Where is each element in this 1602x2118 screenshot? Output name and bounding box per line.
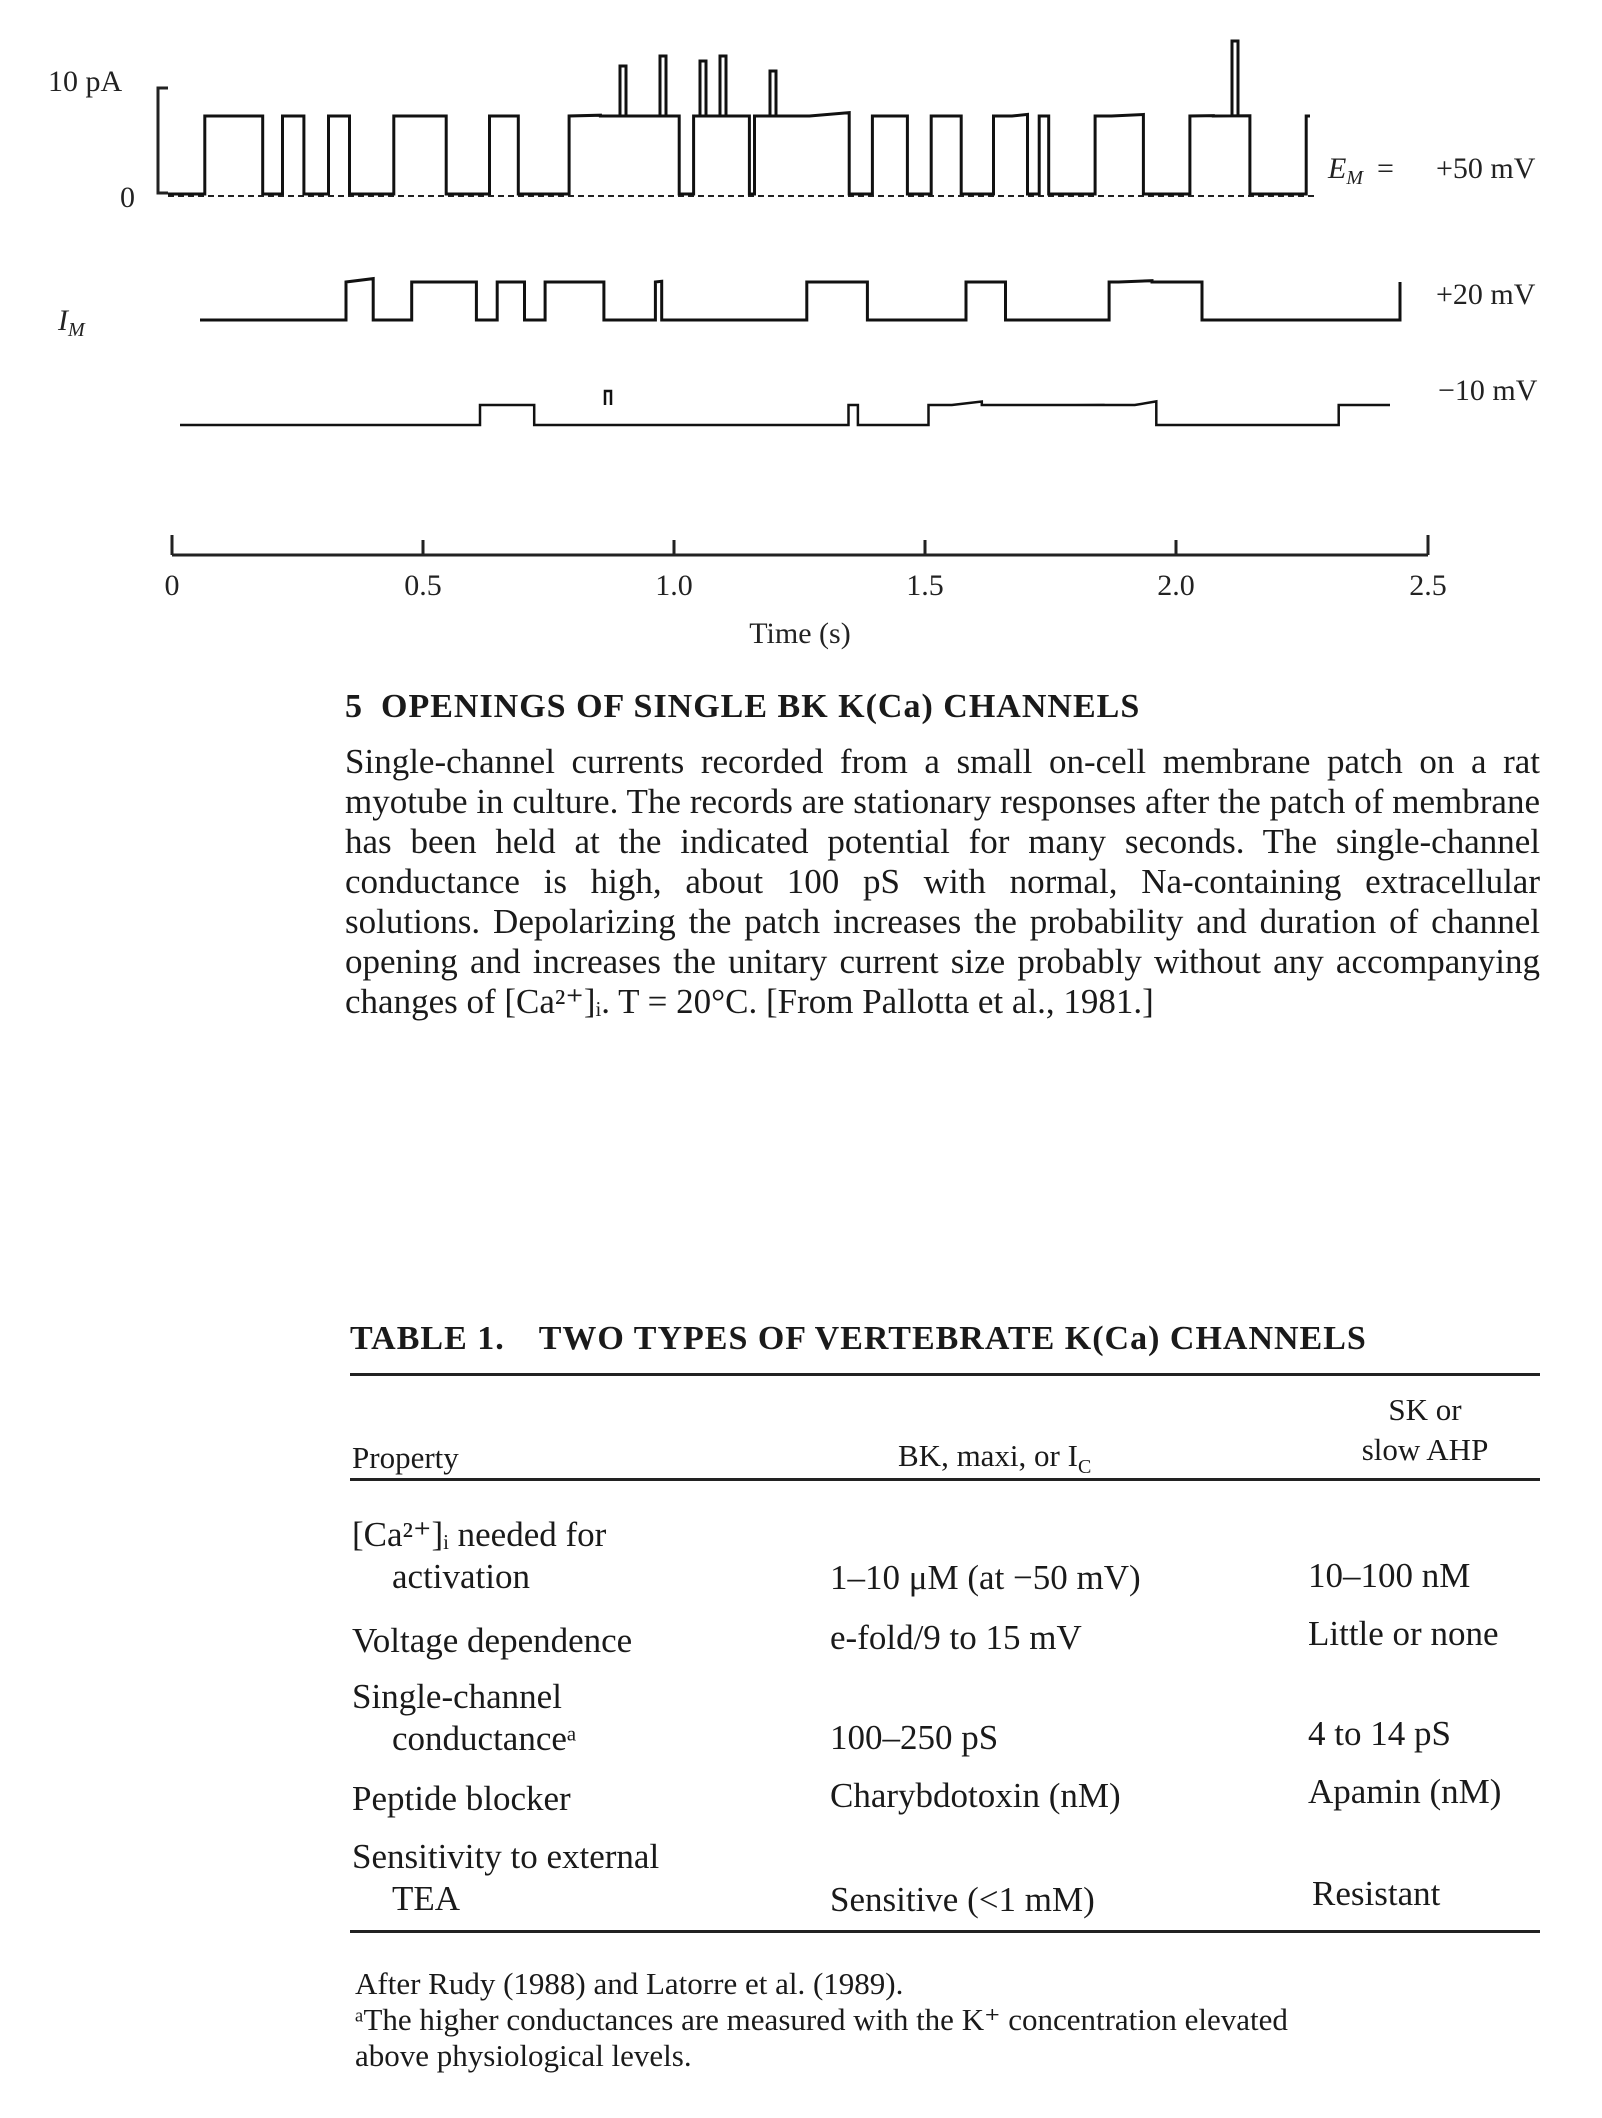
row-conductance-bk: 100–250 pS xyxy=(830,1718,999,1757)
row-voltage-bk: e-fold/9 to 15 mV xyxy=(830,1618,1082,1657)
row-tea-bk: Sensitive (<1 mM) xyxy=(830,1880,1095,1919)
figure-number: 5 xyxy=(345,688,363,725)
figure-title: OPENINGS OF SINGLE BK K(Ca) CHANNELS xyxy=(381,688,1141,725)
header-property: Property xyxy=(352,1440,459,1475)
row-voltage-property: Voltage dependence xyxy=(352,1621,633,1660)
trace-em-plus-50 xyxy=(168,41,1310,194)
row-blocker-property: Peptide blocker xyxy=(352,1779,571,1818)
time-tick-label: 1.5 xyxy=(906,569,944,602)
row-tea-property: Sensitivity to external TEA xyxy=(352,1837,660,1918)
em-label: $E_M$ = xyxy=(1328,152,1394,189)
single-channel-figure xyxy=(0,0,1602,680)
row-ca-property: [Ca²⁺]ᵢ needed for activation xyxy=(352,1515,607,1596)
potential-label-3: −10 mV xyxy=(1438,374,1538,407)
header-bk: BK, maxi, or $I_C$ xyxy=(898,1438,1092,1479)
potential-label-2: +20 mV xyxy=(1436,278,1536,311)
table-number: TABLE 1. xyxy=(350,1320,505,1357)
table-bottom-rule xyxy=(350,1930,1540,1933)
trace-em-minus-10 xyxy=(180,391,1390,425)
table-header-rule xyxy=(350,1478,1540,1481)
time-tick-label: 2.5 xyxy=(1409,569,1447,602)
table-title xyxy=(350,1320,1367,1358)
row-blocker-bk: Charybdotoxin (nM) xyxy=(830,1776,1121,1815)
potential-label-1: +50 mV xyxy=(1436,152,1536,185)
table-heading: TWO TYPES OF VERTEBRATE K(Ca) CHANNELS xyxy=(538,1320,1367,1357)
zero-current-label: 0 xyxy=(120,181,135,214)
figure-caption-title xyxy=(345,688,1140,726)
row-voltage-sk: Little or none xyxy=(1308,1614,1499,1653)
time-axis-label: Time (s) xyxy=(749,617,851,650)
table-top-rule xyxy=(350,1373,1540,1376)
time-tick-label: 2.0 xyxy=(1157,569,1195,602)
row-ca-sk: 10–100 nM xyxy=(1308,1556,1471,1595)
current-axis-label: $I_M$ xyxy=(58,304,85,341)
scale-bar xyxy=(158,88,168,193)
row-ca-bk: 1–10 μM (at −50 mV) xyxy=(830,1558,1141,1597)
row-conductance-property: Single-channel conductanceᵃ xyxy=(352,1677,577,1758)
table-source-note: After Rudy (1988) and Latorre et al. (1989). xyxy=(355,1966,904,2001)
time-axis xyxy=(172,535,1428,555)
row-blocker-sk: Apamin (nM) xyxy=(1308,1772,1502,1811)
row-tea-sk: Resistant xyxy=(1312,1874,1441,1913)
time-tick-label: 0.5 xyxy=(404,569,442,602)
trace-em-plus-20 xyxy=(200,279,1400,320)
time-tick-label: 1.0 xyxy=(655,569,693,602)
scale-bar-label: 10 pA xyxy=(48,65,123,98)
header-sk: SK or slow AHP xyxy=(1361,1392,1489,1467)
figure-caption-text: Single-channel currents recorded from a small on-cell membrane patch on a rat myotube in culture. The records are stationary responses after the patch of membrane has been held at the indicated potential for many seconds. The single-channel conductance is high, about 100 pS with normal, Na-containing extracellular solutions. Depolarizing the patch increases the probability and duration of channel opening and increases the unitary current size probably without any accompanying changes of [Ca²⁺]ᵢ. T = 20°C. [From Pallotta et al., 1981.] xyxy=(345,742,1540,1021)
time-tick-label: 0 xyxy=(164,569,180,602)
row-conductance-sk: 4 to 14 pS xyxy=(1308,1714,1451,1753)
table-footnote: ᵃThe higher conductances are measured with the K⁺ concentration elevated above physiological levels. xyxy=(355,2002,1288,2073)
